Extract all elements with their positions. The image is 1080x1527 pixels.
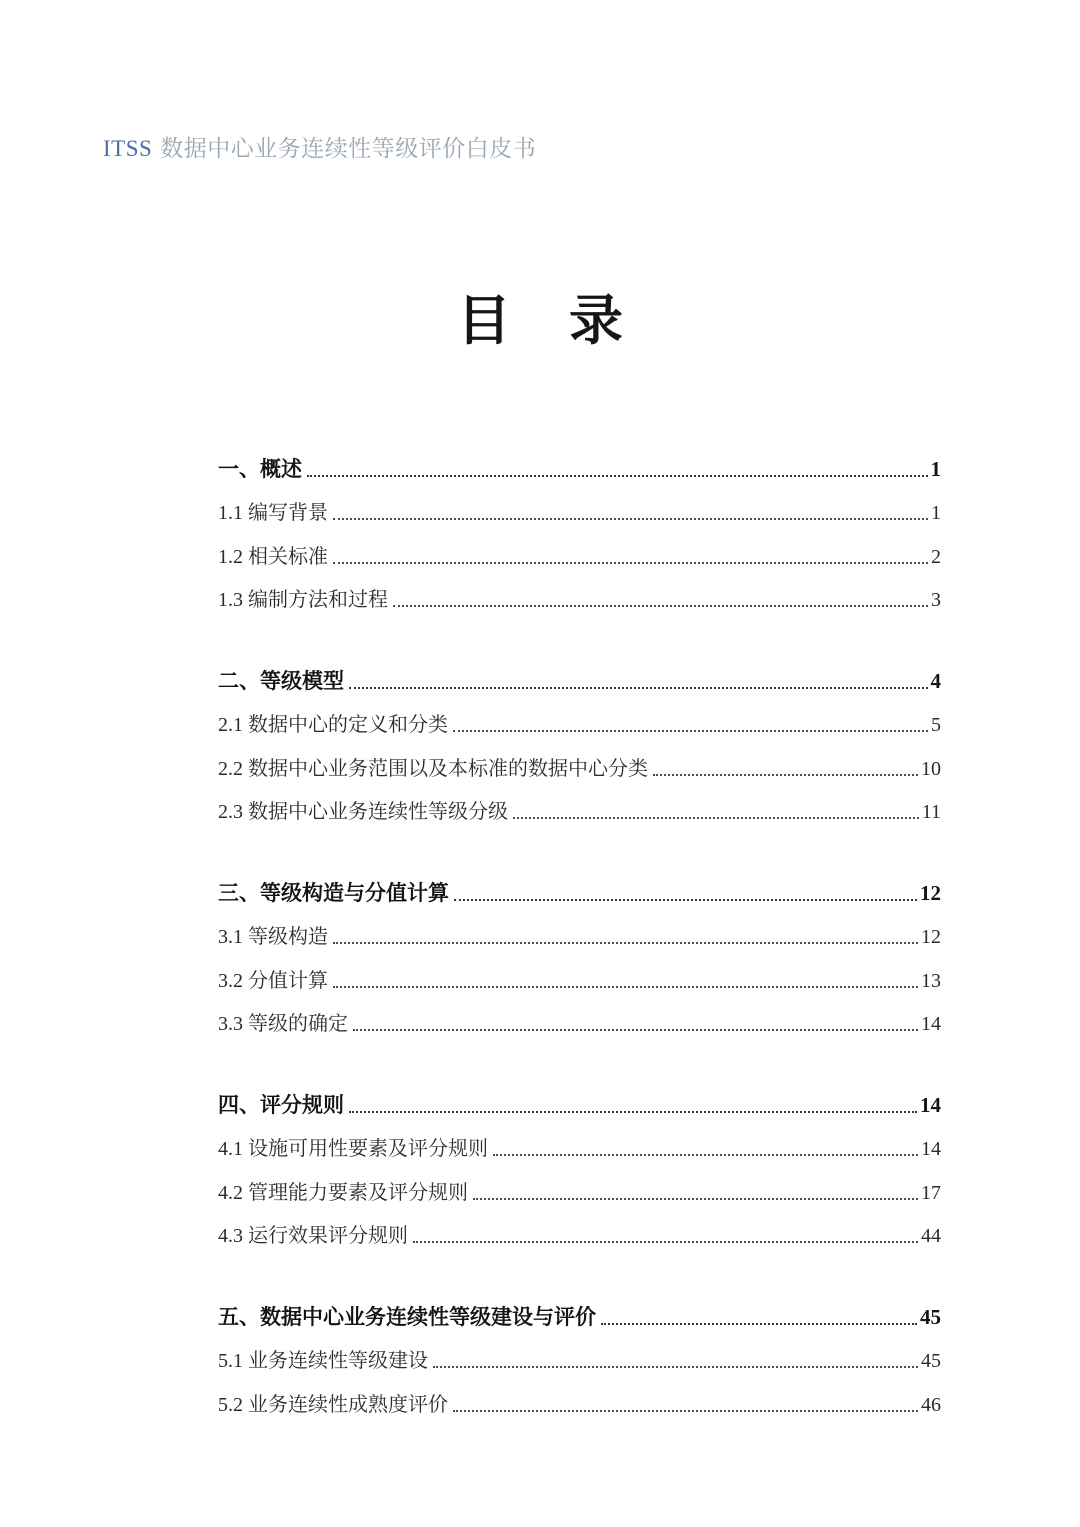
toc-group (218, 438, 941, 612)
dot-leader (333, 986, 918, 988)
running-header-title: 数据中心业务连续性等级评价白皮书 (160, 136, 537, 161)
toc-item-label: 二、等级模型 (218, 669, 344, 694)
toc-item-label: 五、数据中心业务连续性等级建设与评价 (218, 1305, 596, 1330)
dot-leader (393, 605, 928, 607)
toc-group (218, 1074, 941, 1248)
toc-item-label: 5.2 业务连续性成熟度评价 (218, 1393, 448, 1416)
toc-item-label: 3.1 等级构造 (218, 926, 328, 948)
toc-row (218, 1074, 941, 1118)
toc-row (218, 694, 941, 738)
toc-page-number: 14 (921, 1013, 941, 1035)
toc-item-label: 2.2 数据中心业务范围以及本标准的数据中心分类 (218, 757, 648, 780)
toc-row (218, 949, 941, 993)
toc-page-number: 12 (921, 926, 941, 948)
toc-page-number: 4 (930, 669, 941, 694)
running-header (103, 130, 536, 163)
toc-title (0, 292, 1080, 351)
toc-row (218, 1373, 941, 1417)
toc-page-number: 5 (931, 714, 941, 736)
toc-item-label: 1.1 编写背景 (218, 502, 328, 524)
toc-row (218, 482, 941, 526)
toc-item-label: 2.1 数据中心的定义和分类 (218, 714, 448, 736)
toc-item-label: 三、等级构造与分值计算 (218, 881, 449, 906)
toc-row (218, 525, 941, 569)
toc-page-number: 14 (920, 1093, 941, 1118)
toc-page-number: 17 (921, 1181, 941, 1204)
dot-leader (333, 942, 918, 944)
toc-title-char-1: 目 (457, 291, 511, 351)
toc-row (218, 438, 941, 482)
toc-page-number: 44 (921, 1225, 941, 1247)
toc-group (218, 862, 941, 1036)
toc-page-number: 3 (931, 589, 941, 611)
toc-row (218, 862, 941, 906)
dot-leader (349, 687, 928, 689)
toc-item-label: 3.2 分值计算 (218, 969, 328, 992)
toc-item-label: 5.1 业务连续性等级建设 (218, 1350, 428, 1372)
toc-row (218, 650, 941, 694)
toc-item-label: 2.3 数据中心业务连续性等级分级 (218, 801, 508, 823)
dot-leader (513, 817, 919, 819)
dot-leader (453, 730, 928, 732)
toc-row (218, 569, 941, 613)
toc-page-number: 46 (921, 1393, 941, 1416)
toc-page-number: 45 (921, 1350, 941, 1372)
toc-page-number: 45 (920, 1305, 941, 1330)
toc-row (218, 1205, 941, 1249)
toc-group (218, 1286, 941, 1417)
itss-logo-text: ITSS (103, 136, 153, 161)
dot-leader (413, 1241, 918, 1243)
dot-leader (433, 1366, 918, 1368)
toc-row (218, 781, 941, 825)
toc-page-number: 10 (921, 757, 941, 780)
toc-page-number: 2 (931, 545, 941, 568)
toc-item-label: 1.3 编制方法和过程 (218, 589, 388, 611)
toc-item-label: 3.3 等级的确定 (218, 1013, 348, 1035)
toc-group (218, 650, 941, 824)
dot-leader (454, 899, 917, 901)
toc-title-char-2: 录 (569, 291, 623, 351)
dot-leader (333, 562, 928, 564)
toc-row (218, 1118, 941, 1162)
toc-row (218, 1330, 941, 1374)
toc-item-label: 4.1 设施可用性要素及评分规则 (218, 1138, 488, 1160)
toc-item-label: 一、概述 (218, 457, 302, 482)
dot-leader (349, 1111, 917, 1113)
dot-leader (453, 1410, 918, 1412)
toc-item-label: 4.3 运行效果评分规则 (218, 1225, 408, 1247)
toc-row (218, 737, 941, 781)
toc-row (218, 1161, 941, 1205)
toc-page-number: 14 (921, 1138, 941, 1160)
toc-row (218, 906, 941, 950)
dot-leader (353, 1029, 918, 1031)
toc-page-number: 1 (930, 457, 941, 482)
dot-leader (601, 1323, 917, 1325)
toc (218, 438, 941, 1455)
toc-item-label: 1.2 相关标准 (218, 545, 328, 568)
toc-page-number: 11 (921, 801, 941, 823)
toc-item-label: 四、评分规则 (218, 1093, 344, 1118)
toc-page-number: 1 (931, 502, 941, 524)
dot-leader (307, 475, 928, 477)
dot-leader (473, 1198, 918, 1200)
dot-leader (653, 774, 918, 776)
toc-row (218, 1286, 941, 1330)
dot-leader (493, 1154, 918, 1156)
toc-row (218, 993, 941, 1037)
dot-leader (333, 518, 928, 520)
toc-item-label: 4.2 管理能力要素及评分规则 (218, 1181, 468, 1204)
toc-page-number: 13 (921, 969, 941, 992)
toc-page-number: 12 (920, 881, 941, 906)
